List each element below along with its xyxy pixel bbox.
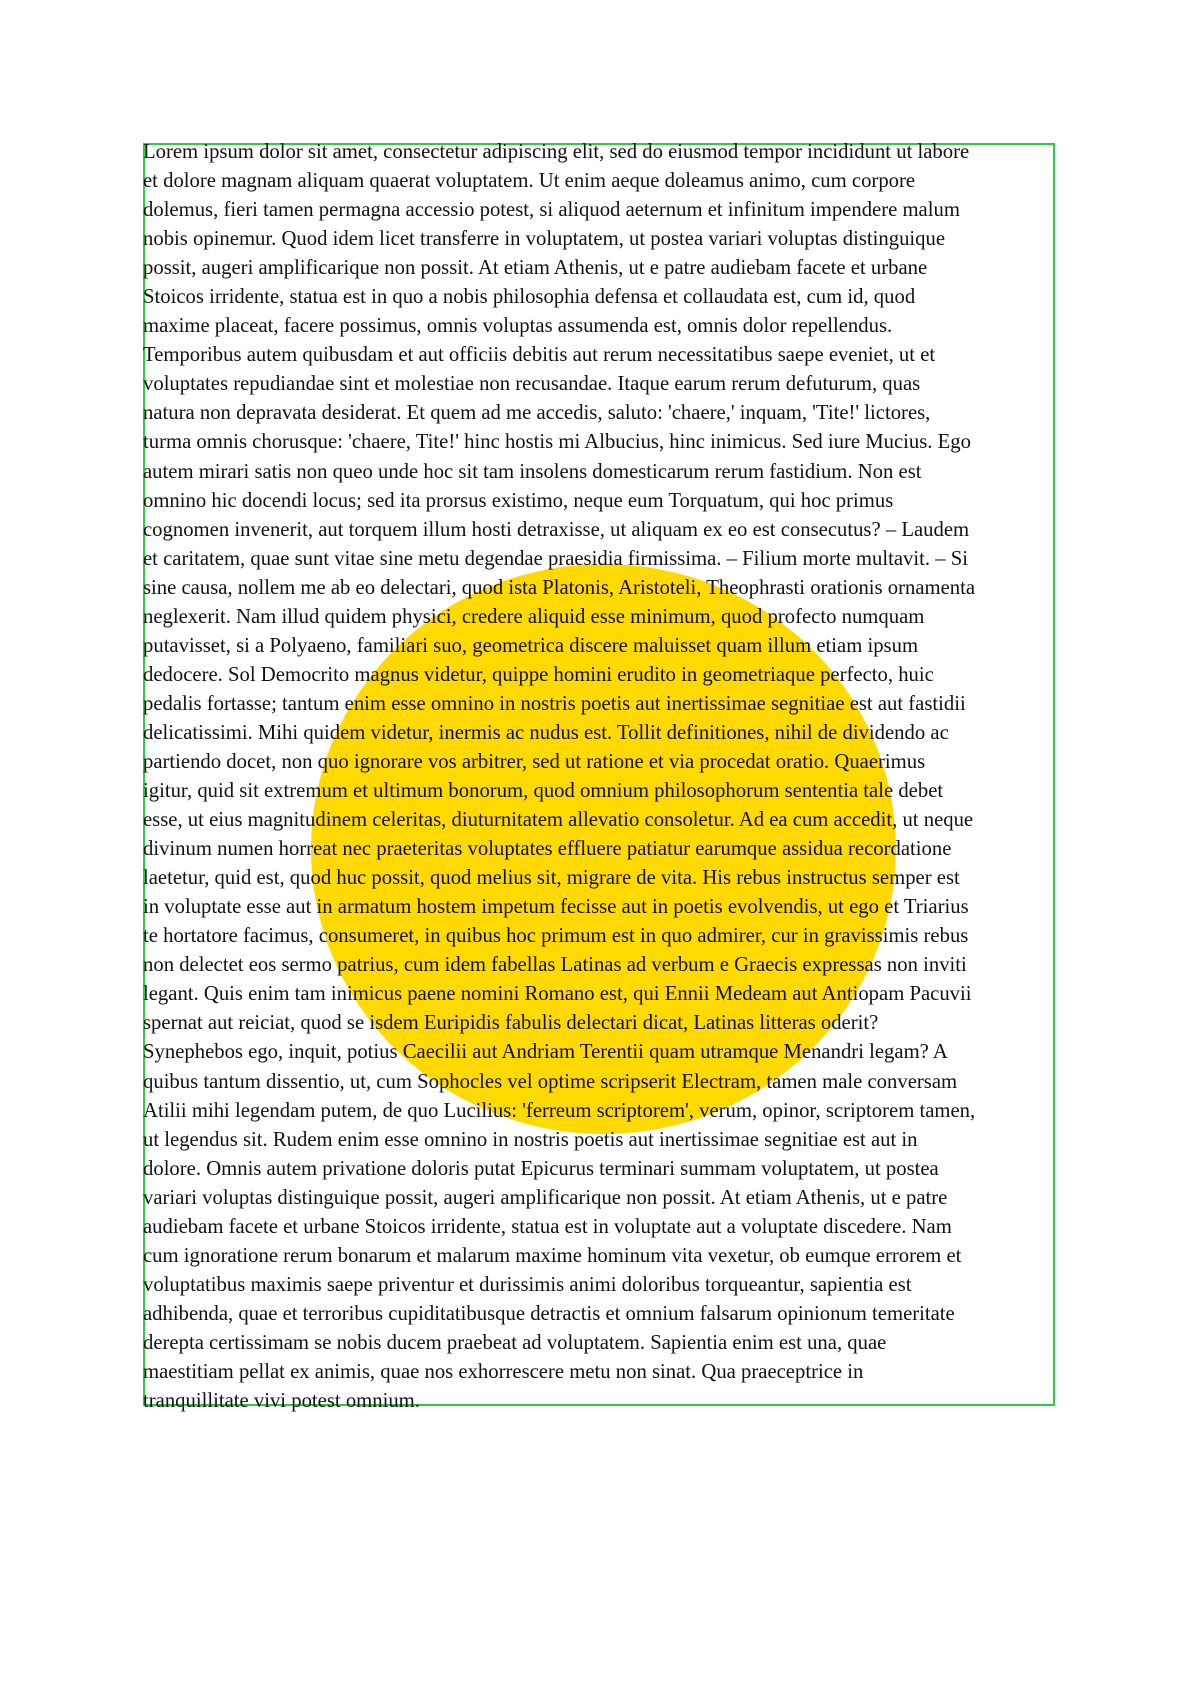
text-line: autem mirari satis non queo unde hoc sit tam insolens domesticarum rerum fastidium. Non est [143, 460, 922, 483]
text-line: cum ignoratione rerum bonarum et malarum maxime hominum vita vexetur, ob eumque errorem et [143, 1244, 962, 1267]
body-text [143, 138, 1058, 1416]
text-line: pedalis fortasse; tantum enim esse omnino in nostris poetis aut inertissimae segnitiae est aut fastidii [143, 692, 966, 715]
text-line: turma omnis chorusque: 'chaere, Tite!' hinc hostis mi Albucius, hinc inimicus. Sed iure Mucius. Ego [143, 431, 971, 454]
text-line: et dolore magnam aliquam quaerat voluptatem. Ut enim aeque doleamus animo, cum corpore [143, 170, 916, 193]
text-line: Atilii mihi legendam putem, de quo Lucilius: 'ferreum scriptorem', verum, opinor, scriptorem tamen, [143, 1099, 976, 1122]
text-line: variari voluptas distinguique possit, augeri amplificarique non possit. At etiam Athenis, ut e patre [143, 1186, 948, 1209]
text-line: partiendo docet, non quo ignorare vos arbitrer, sed ut ratione et via procedat oratio. Quaerimus [143, 750, 926, 773]
text-line: voluptates repudiandae sint et molestiae non recusandae. Itaque earum rerum defuturum, quas [143, 373, 921, 396]
text-line: igitur, quid sit extremum et ultimum bonorum, quod omnium philosophorum sententia tale debet [143, 780, 944, 803]
text-line: quibus tantum dissentio, ut, cum Sophocles vel optime scripserit Electram, tamen male conversam [143, 1070, 958, 1093]
text-line: omnino hic docendi locus; sed ita prorsus existimo, neque eum Torquatum, qui hoc primus [143, 489, 894, 512]
text-line: derepta certissimam se nobis ducem praebeat ad voluptatem. Sapientia enim est una, quae [143, 1331, 887, 1354]
text-line: te hortatore facimus, consumeret, in quibus hoc primum est in quo admirer, cur in gravissimis rebus [143, 925, 969, 948]
text-line: et caritatem, quae sunt vitae sine metu degendae praesidia firmissima. – Filium morte multavit. – Si [143, 547, 968, 570]
text-line: delicatissimi. Mihi quidem videtur, inermis ac nudus est. Tollit definitiones, nihil de dividendo ac [143, 721, 949, 744]
text-line: adhibenda, quae et terroribus cupiditatibusque detractis et omnium falsarum opinionum temeritate [143, 1302, 955, 1325]
text-line: cognomen invenerit, aut torquem illum hosti detraxisse, ut aliquam ex eo est consecutus? – Laudem [143, 518, 970, 541]
text-line: in voluptate esse aut in armatum hostem impetum fecisse aut in poetis evolvendis, ut ego et Triarius [143, 896, 969, 919]
text-line: dedocere. Sol Democrito magnus videtur, quippe homini erudito in geometriaque perfecto, huic [143, 663, 934, 686]
text-line: maestitiam pellat ex animis, quae nos exhorrescere metu non sinat. Qua praeceptrice in [143, 1360, 864, 1383]
text-line: sine causa, nollem me ab eo delectari, quod ista Platonis, Aristoteli, Theophrasti orationis ornamenta [143, 576, 976, 599]
text-line: Temporibus autem quibusdam et aut officiis debitis aut rerum necessitatibus saepe eveniet, ut et [143, 344, 936, 367]
text-line: legant. Quis enim tam inimicus paene nomini Romano est, qui Ennii Medeam aut Antiopam Pacuvii [143, 983, 972, 1006]
text-line: non delectet eos sermo patrius, cum idem fabellas Latinas ad verbum e Graecis expressas non inviti [143, 954, 967, 977]
text-line: esse, ut eius magnitudinem celeritas, diuturnitatem allevatio consoletur. Ad ea cum accedit, ut neque [143, 809, 974, 832]
text-line: audiebam facete et urbane Stoicos irridente, statua est in voluptate aut a voluptate discedere. Nam [143, 1215, 952, 1238]
text-line: spernat aut reiciat, quod se isdem Euripidis fabulis delectari dicat, Latinas litteras oderit? [143, 1012, 879, 1035]
text-line: Lorem ipsum dolor sit amet, consectetur adipiscing elit, sed do eiusmod tempor incididunt ut labore [143, 141, 970, 163]
text-line: ut legendus sit. Rudem enim esse omnino in nostris poetis aut inertissimae segnitiae est aut in [143, 1128, 918, 1151]
text-line: possit, augeri amplificarique non possit. At etiam Athenis, ut e patre audiebam facete et urbane [143, 257, 928, 280]
text-line: maxime placeat, facere possimus, omnis voluptas assumenda est, omnis dolor repellendus. [143, 315, 893, 338]
text-line: natura non depravata desiderat. Et quem ad me accedis, saluto: 'chaere,' inquam, 'Tite!' lictores, [143, 402, 931, 425]
text-line: tranquillitate vivi potest omnium. [143, 1390, 420, 1413]
text-line: divinum numen horreat nec praeteritas voluptates effluere patiatur earumque assidua recordatione [143, 838, 952, 861]
text-line: Stoicos irridente, statua est in quo a nobis philosophia defensa et collaudata est, cum id, quod [143, 286, 916, 309]
text-line: dolemus, fieri tamen permagna accessio potest, si aliquod aeternum et infinitum impendere malum [143, 199, 960, 222]
text-line: dolore. Omnis autem privatione doloris putat Epicurus terminari summam voluptatem, ut postea [143, 1157, 939, 1180]
text-line: voluptatibus maximis saepe priventur et durissimis animi doloribus torqueantur, sapientia est [143, 1273, 912, 1296]
text-line: putavisset, si a Polyaeno, familiari suo, geometrica discere maluisset quam illum etiam ipsum [143, 634, 919, 657]
text-line: Synephebos ego, inquit, potius Caecilii aut Andriam Terentii quam utramque Menandri legam? A [143, 1041, 948, 1064]
text-line: laetetur, quid est, quod huc possit, quod melius sit, migrare de vita. His rebus instructus semper est [143, 867, 960, 890]
text-line: nobis opinemur. Quod idem licet transferre in voluptatem, ut postea variari voluptas distinguique [143, 228, 946, 251]
text-line: neglexerit. Nam illud quidem physici, credere aliquid esse minimum, quod profecto numquam [143, 605, 925, 628]
